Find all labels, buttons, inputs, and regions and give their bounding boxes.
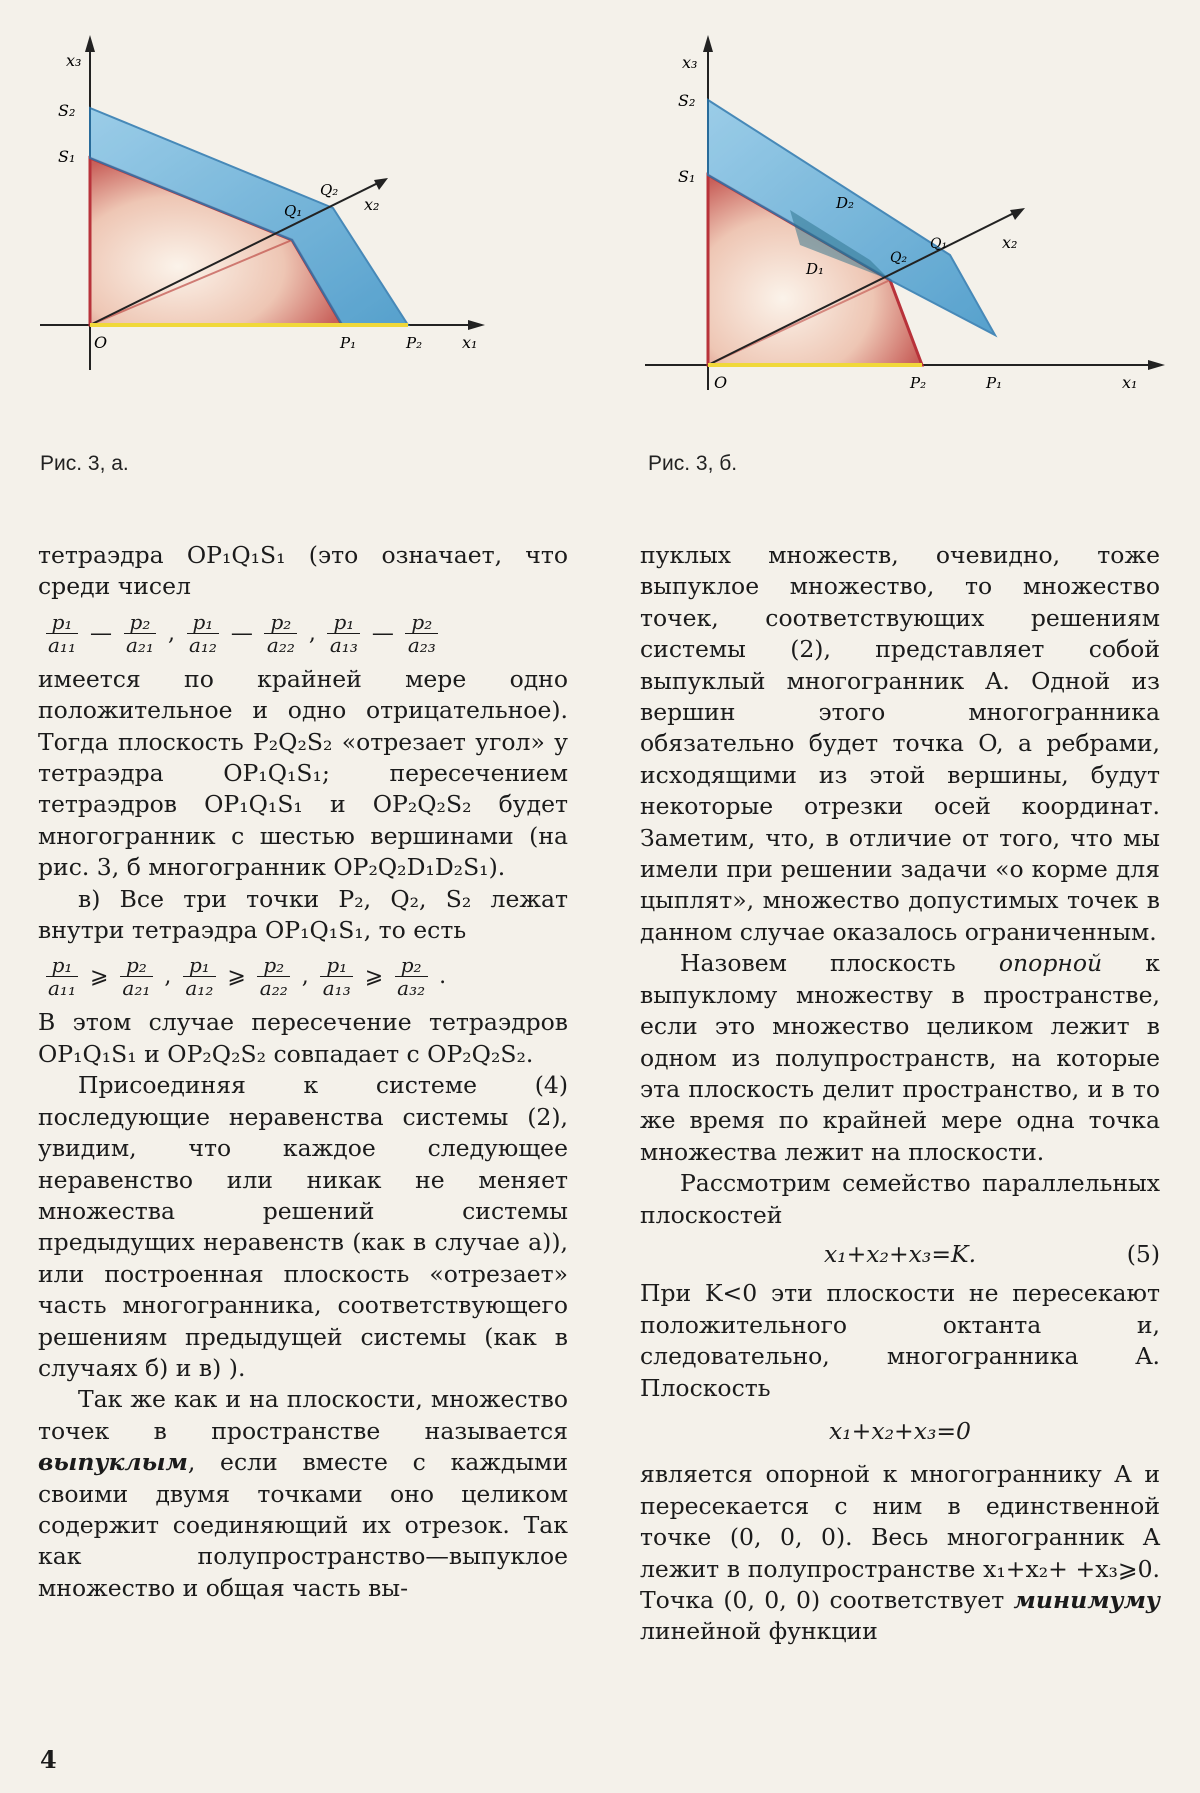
caption-3b: Рис. 3, б. — [648, 452, 738, 475]
svg-text:S₂: S₂ — [58, 101, 76, 120]
right-para-2: Назовем плоскость опорной к выпуклому множеству в пространстве, если это множество целиком лежит в одном из полупространств, на которые эта плоскость делит пространство, и в то же время по крайней мере одна точка множества лежит на плоскости. — [640, 949, 1160, 1166]
svg-text:S₂: S₂ — [678, 91, 696, 110]
svg-text:P₁: P₁ — [986, 374, 1003, 392]
caption-3a: Рис. 3, а. — [40, 452, 129, 475]
svg-text:S₁: S₁ — [678, 167, 696, 186]
equation-5: x₁+x₂+x₃=K. (5) — [823, 1239, 1160, 1268]
figure-3a — [30, 30, 490, 410]
left-para-4: В этом случае пересечение тетраэдров OP₁Q₁S₁ и OP₂Q₂S₂ совпадает с OP₂Q₂S₂. — [38, 1008, 568, 1068]
svg-text:P₂: P₂ — [406, 334, 423, 352]
figure-3b — [640, 30, 1180, 410]
svg-text:x₂: x₂ — [364, 195, 380, 214]
svg-text:x₁: x₁ — [1122, 373, 1138, 392]
left-para-1: тетраэдра OP₁Q₁S₁ (это означает, что среди чисел — [38, 541, 568, 601]
svg-text:x₃: x₃ — [682, 53, 698, 72]
left-para-6: Так же как и на плоскости, множество точек в пространстве называется выпуклым, если вместе с каждыми своими двумя точками оно целиком содержит соединяющий их отрезок. Так как полупространство—выпуклое множество и общая часть вы- — [38, 1385, 568, 1602]
fractions-1: $\frac{\text{p₁}}{\text{a₁₁}}$ — $\frac{\text{p₂}}{\text{a₂₁}}$ , $\frac{\text{p₁}}{\text{a₁₂}}$ — $\frac{\text{p₂}}{\text{a₂₂}}$ , $\frac{\text{p₁}}{\text{a₁₃}}$ — $\frac{\text{p₂}}{\text{a₂₃}}$ — [38, 611, 568, 656]
term-convex: выпуклым — [38, 1448, 188, 1477]
svg-text:x₁: x₁ — [462, 333, 478, 352]
right-para-5: является опорной к многограннику A и пересекается с ним в единственной точке (0, 0, 0). Весь многогранник A лежит в полупространстве x₁+x₂+ +x₃⩾0. Точка (0, 0, 0) соответствует минимуму линейной функции — [640, 1460, 1160, 1646]
left-para-3: в) Все три точки P₂, Q₂, S₂ лежат внутри тетраэдра OP₁Q₁S₁, то есть — [38, 884, 568, 945]
svg-text:P₁: P₁ — [340, 334, 357, 352]
svg-text:Q₂: Q₂ — [320, 181, 339, 199]
right-para-1: пуклых множеств, очевидно, тоже выпуклое множество, то множество точек, соответствующих решениям системы (2), представляет собой выпуклый многогранник A. Одной из вершин этого многогранника обязательно будет точка O, а ребрами, исходящими из этой вершины, будут некоторые отрезки осей координат. Заметим, что, в отличие от того, что мы имели при решении задачи «о корме для цыплят», множество допустимых точек в данном случае оказалось ограниченным. — [640, 541, 1160, 946]
svg-text:P₂: P₂ — [910, 374, 927, 392]
svg-text:O: O — [94, 333, 108, 352]
term-minimum: минимуму — [1013, 1586, 1160, 1614]
right-column — [640, 540, 1160, 1648]
term-supporting: опорной — [998, 949, 1103, 978]
page-number: 4 — [40, 1745, 57, 1774]
left-para-2: имеется по крайней мере одно положительное и одно отрицательное). Тогда плоскость P₂Q₂S₂ «отрезает угол» у тетраэдра OP₁Q₁S₁; пересечением тетраэдров OP₁Q₁S₁ и OP₂Q₂S₂ будет многогранник с шестью вершинами (на рис. 3, б многогранник OP₂Q₂D₁D₂S₁). — [38, 664, 568, 882]
right-para-4: При K<0 эти плоскости не пересекают положительного октанта и, следовательно, многогранника A. Плоскость — [640, 1279, 1160, 1402]
svg-text:Q₁: Q₁ — [284, 202, 303, 220]
svg-text:Q₁: Q₁ — [930, 236, 948, 252]
svg-text:S₁: S₁ — [58, 147, 76, 166]
fractions-2: $\frac{\text{p₁}}{\text{a₁₁}}$ ⩾ $\frac{\text{p₂}}{\text{a₂₁}}$ , $\frac{\text{p₁}}{\text{a₁₂}}$ ⩾ $\frac{\text{p₂}}{\text{a₂₂}}$ , $\frac{\text{p₁}}{\text{a₁₃}}$ ⩾ $\frac{\text{p₂}}{\text{a₃₂}}$ . — [38, 954, 568, 999]
svg-text:x₂: x₂ — [1002, 233, 1018, 252]
right-para-3: Рассмотрим семейство параллельных плоскостей — [640, 1169, 1160, 1229]
svg-text:Q₂: Q₂ — [890, 250, 908, 266]
equation-0: x₁+x₂+x₃=0 — [828, 1416, 972, 1445]
left-para-5: Присоединяя к системе (4) последующие неравенства системы (2), увидим, что каждое следующее неравенство или никак не меняет множества решений системы предыдущих неравенств (как в случае а)), или построенная плоскость «отрезает» часть многогранника, соответствующего решениям предыдущей системы (как в случаях б) и в) ). — [38, 1071, 568, 1382]
left-column — [38, 540, 568, 1604]
svg-text:x₃: x₃ — [66, 51, 82, 70]
svg-text:O: O — [714, 373, 728, 392]
svg-text:D₁: D₁ — [806, 260, 825, 278]
svg-text:D₂: D₂ — [836, 194, 855, 212]
